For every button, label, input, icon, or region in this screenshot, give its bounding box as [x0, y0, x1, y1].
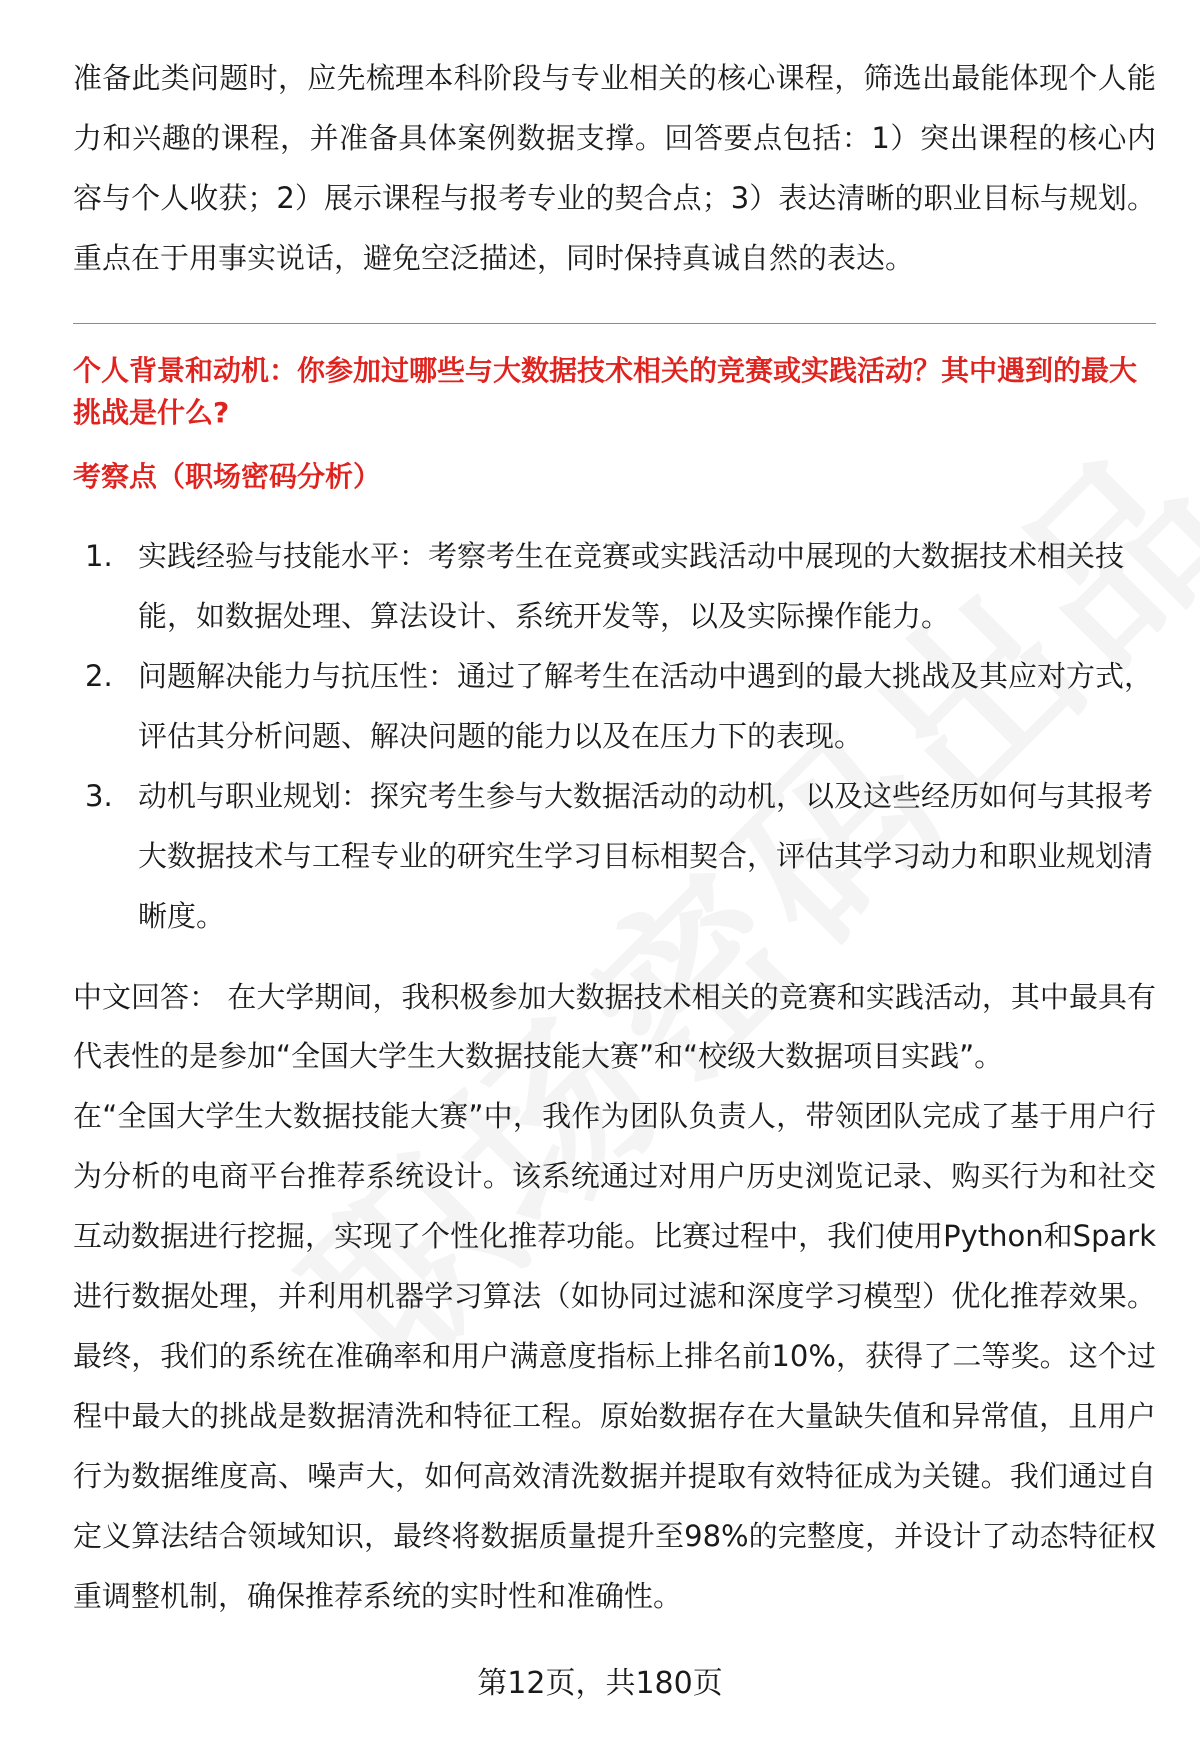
assessment-points-title: 考察点（职场密码分析）	[73, 460, 382, 493]
list-item-text: 问题解决能力与抗压性：通过了解考生在活动中遇到的最大挑战及其应对方式，评估其分析问题、解决问题的能力以及在压力下的表现。	[138, 659, 1154, 753]
list-item-text: 动机与职业规划：探究考生参与大数据活动的动机，以及这些经历如何与其报考大数据技术与工程专业的研究生学习目标相契合，评估其学习动力和职业规划清晰度。	[138, 779, 1154, 933]
answer-intro: 中文回答： 在大学期间，我积极参加大数据技术相关的竞赛和实践活动，其中最具有代表性的是参加“全国大学生大数据技能大赛”和“校级大数据项目实践”。	[73, 980, 1156, 1073]
assessment-points-list	[73, 526, 1156, 946]
answer-body: 在“全国大学生大数据技能大赛”中，我作为团队负责人，带领团队完成了基于用户行为分析的电商平台推荐系统设计。该系统通过对用户历史浏览记录、购买行为和社交互动数据进行挖掘，实现了个性化推荐功能。比赛过程中，我们使用Python和Spark进行数据处理，并利用机器学习算法（如协同过滤和深度学习模型）优化推荐效果。最终，我们的系统在准确率和用户满意度指标上排名前10%，获得了二等奖。这个过程中最大的挑战是数据清洗和特征工程。原始数据存在大量缺失值和异常值，且用户行为数据维度高、噪声大，如何高效清洗数据并提取有效特征成为关键。我们通过自定义算法结合领域知识，最终将数据质量提升至98%的完整度，并设计了动态特征权重调整机制，确保推荐系统的实时性和准确性。	[73, 1099, 1156, 1613]
page-number: 第12页，共180页	[477, 1666, 723, 1701]
document-page	[73, 48, 1156, 1626]
section-divider	[73, 323, 1156, 324]
list-item	[73, 646, 1156, 766]
intro-paragraph: 准备此类问题时，应先梳理本科阶段与专业相关的核心课程，筛选出最能体现个人能力和兴趣的课程，并准备具体案例数据支撑。回答要点包括：1）突出课程的核心内容与个人收获；2）展示课程与报考专业的契合点；3）表达清晰的职业目标与规划。重点在于用事实说话，避免空泛描述，同时保持真诚自然的表达。	[73, 61, 1156, 275]
list-item-text: 实践经验与技能水平：考察考生在竞赛或实践活动中展现的大数据技术相关技能，如数据处理、算法设计、系统开发等，以及实际操作能力。	[138, 539, 1125, 633]
list-item-number: 3.	[85, 779, 113, 813]
list-item-number: 2.	[85, 659, 113, 693]
list-item	[73, 526, 1156, 646]
list-item-number: 1.	[85, 539, 113, 573]
question-heading: 个人背景和动机：你参加过哪些与大数据技术相关的竞赛或实践活动？其中遇到的最大挑战是什么?	[73, 354, 1138, 429]
list-item	[73, 766, 1156, 946]
